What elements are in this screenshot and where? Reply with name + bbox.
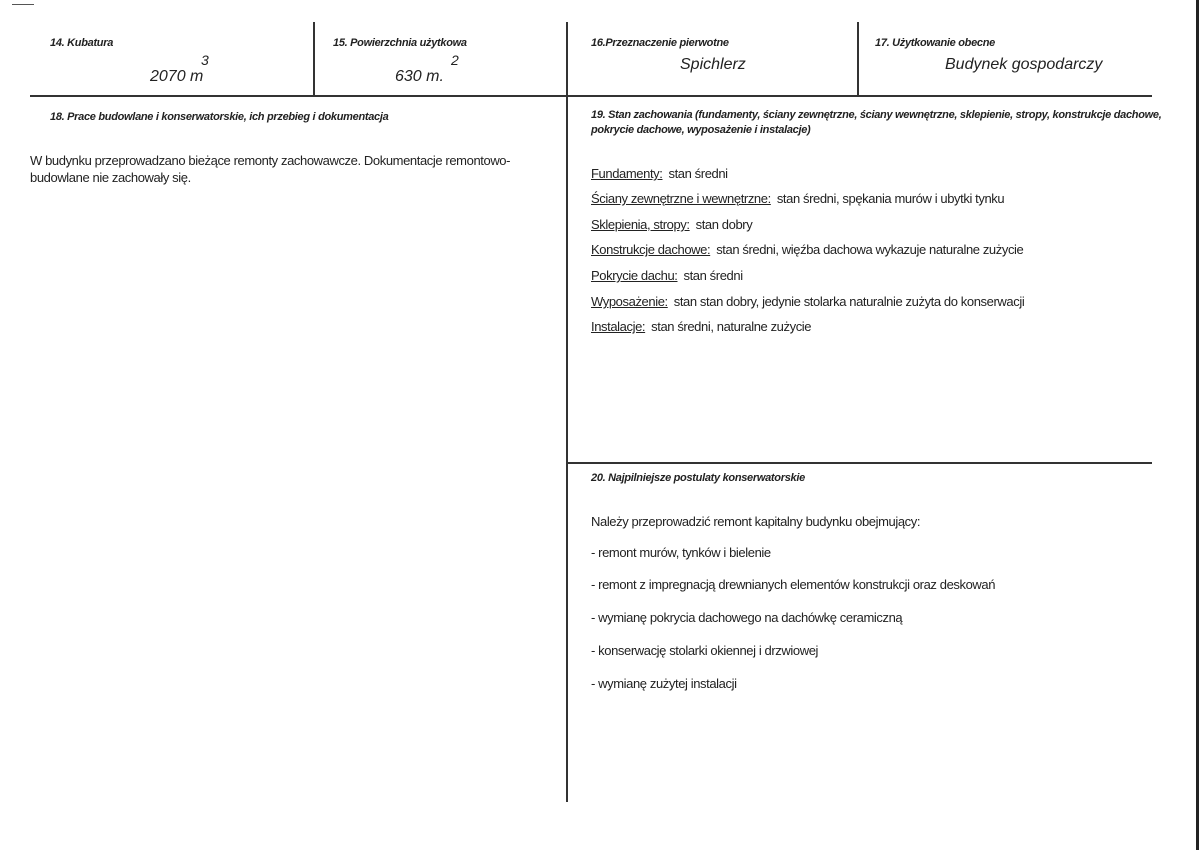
postulaty-item: - wymianę pokrycia dachowego na dachówkę ceramiczną [591,610,903,625]
scan-mark [12,4,34,5]
divider-16-17 [857,22,859,96]
stan-item-value: stan średni, naturalne zużycie [651,319,812,334]
prace-label: 18. Prace budowlane i konserwatorskie, ich przebieg i dokumentacja [50,111,389,123]
stan-item [591,268,743,283]
divider-center [566,22,568,802]
przeznaczenie-label: 16.Przeznaczenie pierwotne [591,37,729,49]
stan-item [591,242,1023,257]
stan-item-value: stan dobry [695,217,753,232]
divider-14-15 [313,22,315,96]
powierzchnia-exponent: 2 [451,52,459,68]
stan-label-line1: 19. Stan zachowania (fundamenty, ściany zewnętrzne, ściany wewnętrzne, sklepienie, stropy, konstrukcje dachowe, [591,109,1162,121]
stan-item-value: stan średni, więźba dachowa wykazuje naturalne zużycie [716,242,1024,257]
uzytkowanie-label: 17. Użytkowanie obecne [875,37,995,49]
stan-item-key: Instalacje: [591,319,646,334]
stan-item-key: Fundamenty: [591,166,663,181]
stan-item [591,217,752,232]
postulaty-intro: Należy przeprowadzić remont kapitalny budynku obejmujący: [591,514,921,529]
kubatura-exponent: 3 [201,52,209,68]
powierzchnia-value: 630 m. [395,68,444,85]
stan-item-key: Pokrycie dachu: [591,268,678,283]
divider-top-row [30,95,1152,97]
uzytkowanie-value: Budynek gospodarczy [945,56,1103,73]
stan-label-line2: pokrycie dachowe, wyposażenie i instalacje) [591,124,811,136]
stan-item-key: Ściany zewnętrzne i wewnętrzne: [591,191,771,206]
postulaty-item: - remont murów, tynków i bielenie [591,545,771,560]
stan-item [591,166,728,181]
stan-item-value: stan średni [683,268,743,283]
powierzchnia-label: 15. Powierzchnia użytkowa [333,37,467,49]
stan-item [591,319,811,334]
postulaty-item: - konserwację stolarki okiennej i drzwiowej [591,643,819,658]
divider-19-20 [566,462,1152,464]
stan-item [591,191,1004,206]
przeznaczenie-value: Spichlerz [680,56,746,73]
kubatura-value: 2070 m [150,68,204,85]
stan-item-value: stan stan dobry, jedynie stolarka naturalnie zużyta do konserwacji [673,294,1025,309]
stan-item-value: stan średni [668,166,728,181]
postulaty-item: - wymianę zużytej instalacji [591,676,737,691]
stan-item-key: Konstrukcje dachowe: [591,242,711,257]
stan-item-value: stan średni, spękania murów i ubytki tynku [776,191,1005,206]
postulaty-item: - remont z impregnacją drewnianych elementów konstrukcji oraz deskowań [591,577,996,592]
stan-item [591,294,1024,309]
stan-item-key: Sklepienia, stropy: [591,217,690,232]
stan-item-key: Wyposażenie: [591,294,668,309]
prace-text: W budynku przeprowadzano bieżące remonty zachowawcze. Dokumentacje remontowo-budowlane nie zachowały się. [30,153,511,185]
kubatura-label: 14. Kubatura [50,37,114,49]
postulaty-label: 20. Najpilniejsze postulaty konserwatorskie [591,472,805,484]
